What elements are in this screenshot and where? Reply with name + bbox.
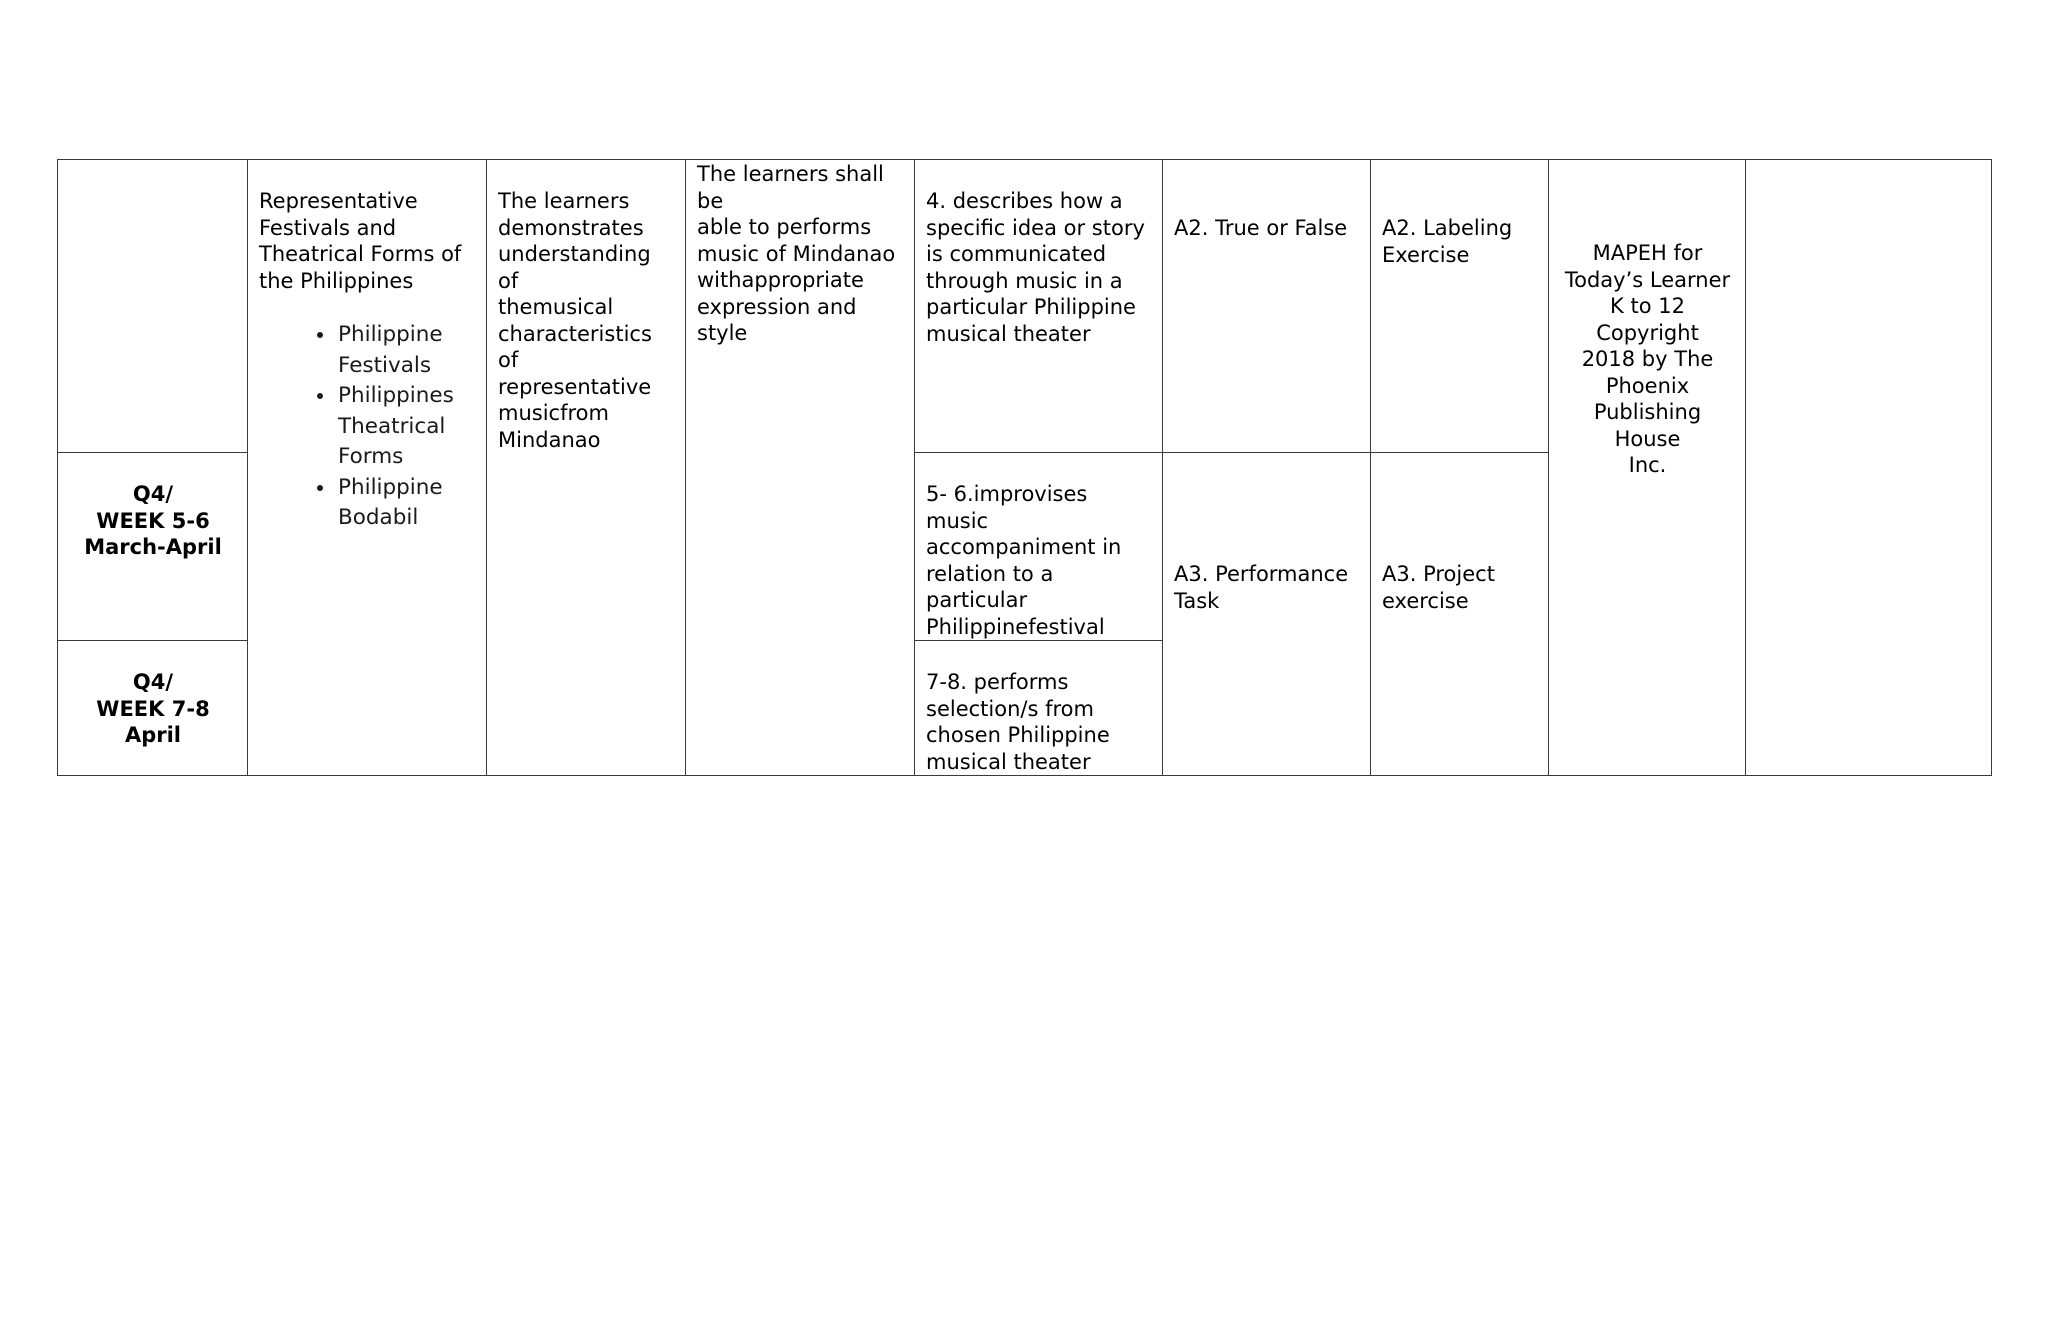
competency-line: selection/s from — [926, 696, 1094, 721]
assessment-line: Task — [1174, 588, 1220, 613]
topic-list — [259, 320, 476, 534]
activity-line: exercise — [1382, 588, 1469, 613]
activity-line: A2. Labeling — [1382, 216, 1513, 240]
content-standard-line: The learners — [498, 189, 630, 213]
assessment-cell — [1163, 453, 1371, 776]
activity-line: Exercise — [1382, 242, 1470, 267]
months-label: March-April — [84, 535, 222, 559]
assessment-line: A3. Performance — [1174, 562, 1349, 586]
competency-line: through music in a — [926, 268, 1123, 293]
competency-line: specific idea or story — [926, 215, 1145, 240]
assessment-cell — [1163, 160, 1371, 453]
competency-cell — [915, 453, 1163, 641]
content-title-line: Festivals and — [259, 215, 397, 240]
reference-line: Today’s Learner — [1564, 267, 1731, 292]
content-standard-line: demonstrates — [498, 215, 644, 240]
assessment-line: A2. True or False — [1174, 216, 1348, 240]
reference-cell — [1549, 160, 1746, 776]
topic-item: • Philippines Theatrical Forms — [336, 381, 476, 473]
topic-item: • Philippine Bodabil — [336, 473, 476, 534]
quarter-label: Q4/ — [132, 482, 174, 506]
reference-line: Inc. — [1628, 453, 1667, 477]
week-label: WEEK 5-6 — [96, 508, 210, 533]
performance-standard-line: expression and style — [697, 294, 857, 345]
competency-line: accompaniment in — [926, 535, 1122, 559]
competency-cell — [915, 160, 1163, 453]
week-cell — [58, 453, 248, 641]
competency-line: 7-8. performs — [926, 670, 1069, 694]
reference-line: Phoenix — [1605, 373, 1690, 398]
performance-standard-line: music of Mindanao — [697, 241, 896, 266]
content-title-line: Theatrical Forms of — [259, 242, 462, 266]
quarter-label: Q4/ — [132, 670, 174, 694]
content-standard-line: musicfrom — [498, 401, 609, 425]
week-cell-empty — [58, 160, 248, 453]
performance-standard-line: able to performs — [697, 215, 872, 239]
competency-line: 5- 6.improvises music — [926, 482, 1088, 533]
competency-line: relation to a particular — [926, 561, 1054, 612]
months-label: April — [124, 723, 182, 747]
remarks-cell — [1746, 160, 1992, 776]
performance-standard-line: The learners shall be — [697, 162, 884, 213]
content-standard-line: themusical — [498, 295, 614, 319]
reference-line: K to 12 Copyright — [1596, 294, 1699, 345]
competency-line: musical theater — [926, 749, 1091, 774]
curriculum-table — [57, 159, 1992, 776]
activity-cell — [1371, 160, 1549, 453]
competency-line: 4. describes how a — [926, 189, 1123, 213]
performance-standard-cell — [686, 160, 915, 776]
competency-line: chosen Philippine — [926, 723, 1110, 747]
activity-line: A3. Project — [1382, 562, 1495, 586]
content-standard-cell — [487, 160, 686, 776]
topic-item: • Philippine Festivals — [336, 320, 476, 381]
performance-standard-line: withappropriate — [697, 268, 864, 292]
content-standard-line: representative — [498, 374, 652, 399]
table-row — [58, 160, 1992, 453]
competency-line: is communicated — [926, 242, 1107, 266]
content-standard-line: characteristics of — [498, 321, 652, 372]
content-standard-line: understanding of — [498, 242, 651, 293]
reference-line: MAPEH for — [1592, 241, 1703, 265]
week-cell — [58, 641, 248, 776]
content-standard-line: Mindanao — [498, 427, 601, 452]
competency-line: Philippinefestival — [926, 614, 1105, 639]
content-cell — [248, 160, 487, 776]
competency-line: musical theater — [926, 321, 1091, 346]
activity-cell — [1371, 453, 1549, 776]
reference-line: 2018 by The — [1581, 347, 1714, 371]
content-title-line: Representative — [259, 189, 418, 213]
week-label: WEEK 7-8 — [96, 696, 210, 721]
competency-line: particular Philippine — [926, 295, 1136, 319]
competency-cell — [915, 641, 1163, 776]
reference-line: Publishing House — [1593, 400, 1702, 451]
content-title-line: the Philippines — [259, 268, 414, 293]
